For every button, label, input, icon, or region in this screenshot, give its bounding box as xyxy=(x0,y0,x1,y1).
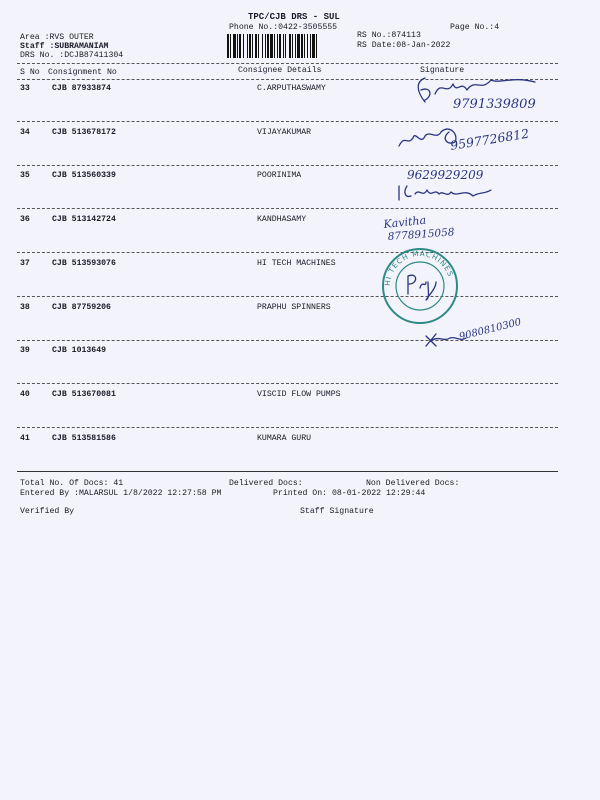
staff: Staff :SUBRAMANIAM xyxy=(20,42,109,51)
non-delivered-docs: Non Delivered Docs: xyxy=(366,479,460,488)
row-consignment-no: CJB 513593076 xyxy=(52,258,116,268)
row-consignment-no: CJB 87933874 xyxy=(52,84,111,93)
row-sno: 33 xyxy=(20,84,30,93)
row-consignee: C.ARPUTHASWAMY xyxy=(257,84,326,93)
entered-by: Entered By :MALARSUL 1/8/2022 12:27:58 PM xyxy=(20,489,222,498)
divider xyxy=(17,63,558,64)
row-sno: 35 xyxy=(20,171,30,181)
signature-35 xyxy=(395,164,565,204)
row-consignment-no: CJB 513581586 xyxy=(52,433,116,443)
row-divider xyxy=(17,296,558,297)
row-consignment-no: CJB 87759206 xyxy=(52,302,111,312)
col-signature: Signature xyxy=(420,66,465,75)
barcode-bar xyxy=(262,34,263,58)
barcode-bar xyxy=(255,34,257,58)
row-consignment-no: CJB 513560339 xyxy=(52,171,116,181)
barcode-bar xyxy=(227,34,229,58)
sig-36-name: Kavitha xyxy=(382,213,427,231)
barcode-bar xyxy=(316,34,317,58)
phone-36: 8778915058 xyxy=(387,226,455,243)
row-consignee: POORINIMA xyxy=(257,171,302,181)
drs-title: TPC/CJB DRS - SUL xyxy=(248,12,340,22)
phone-35: 9629929209 xyxy=(407,168,484,182)
row-divider xyxy=(17,427,558,428)
row-consignee: VISCID FLOW PUMPS xyxy=(257,389,341,399)
barcode-bar xyxy=(301,34,303,58)
svg-text:HI TECH MACHINES xyxy=(383,249,456,286)
printed-on: Printed On: 08-01-2022 12:29:44 xyxy=(273,489,426,498)
row-consignee: VIJAYAKUMAR xyxy=(257,127,312,137)
row-sno: 37 xyxy=(20,258,30,268)
row-sno: 40 xyxy=(20,389,30,399)
col-sno: S No xyxy=(20,68,40,77)
total-docs: Total No. Of Docs: 41 xyxy=(20,479,124,488)
footer-divider xyxy=(17,471,558,472)
staff-signature: Staff Signature xyxy=(300,507,374,516)
row-consignee: PRAPHU SPINNERS xyxy=(257,302,331,312)
page-number: Page No.:4 xyxy=(450,23,500,32)
col-consignee: Consignee Details xyxy=(238,66,322,75)
barcode-bar xyxy=(239,34,241,58)
barcode-bar xyxy=(307,34,308,58)
barcode-bar xyxy=(237,34,238,58)
barcode-bar xyxy=(279,34,281,58)
barcode-bar xyxy=(243,34,244,58)
delivered-docs: Delivered Docs: xyxy=(229,479,303,488)
barcode-bar xyxy=(289,34,291,58)
row-sno: 34 xyxy=(20,127,30,137)
drs-number: DRS No. :DCJB87411304 xyxy=(20,51,124,60)
barcode-bar xyxy=(249,34,251,58)
row-consignment-no: CJB 513678172 xyxy=(52,127,116,137)
row-consignment-no: CJB 1013649 xyxy=(52,346,107,356)
row-consignee: KUMARA GURU xyxy=(257,433,312,443)
barcode-bar xyxy=(258,34,259,58)
row-consignment-no: CJB 513670081 xyxy=(52,389,116,399)
barcode-bar xyxy=(292,34,293,58)
barcode-bar xyxy=(274,34,275,58)
barcode-bar xyxy=(310,34,311,58)
barcode-bar xyxy=(230,34,231,58)
area: Area :RVS OUTER xyxy=(20,33,94,42)
signature-38 xyxy=(420,306,570,352)
barcode-bar xyxy=(270,34,273,58)
barcode-bar xyxy=(285,34,286,58)
phone-34: 9597726812 xyxy=(449,125,531,153)
row-sno: 41 xyxy=(20,433,30,443)
barcode-bar xyxy=(312,34,315,58)
barcode-bar xyxy=(297,34,300,58)
signature-34 xyxy=(395,116,565,158)
phone-number: Phone No.:0422-3505555 xyxy=(229,23,338,32)
rs-number: RS No.:874113 xyxy=(357,31,421,40)
signature-36 xyxy=(380,210,530,246)
row-divider xyxy=(17,383,558,384)
barcode-bar xyxy=(247,34,248,58)
row-consignee: KANDHASAMY xyxy=(257,215,307,225)
phone-33: 9791339809 xyxy=(453,97,536,112)
row-sno: 39 xyxy=(20,346,30,356)
row-consignee: HI TECH MACHINES xyxy=(257,258,336,268)
barcode-bar xyxy=(252,34,253,58)
barcode-bar xyxy=(283,34,284,58)
row-consignment-no: CJB 513142724 xyxy=(52,215,116,225)
barcode xyxy=(227,34,355,58)
stamp-text: HI TECH MACHINES xyxy=(382,248,456,287)
phone-38: 9080810300 xyxy=(458,316,523,343)
barcode-bar xyxy=(265,34,266,58)
signature-33 xyxy=(395,70,565,114)
row-sno: 38 xyxy=(20,302,30,312)
barcode-bar xyxy=(304,34,305,58)
barcode-bar xyxy=(295,34,296,58)
row-sno: 36 xyxy=(20,215,30,225)
col-consignment: Consignment No xyxy=(48,68,117,77)
row-divider xyxy=(17,252,558,253)
rs-date: RS Date:08-Jan-2022 xyxy=(357,41,451,50)
barcode-bar xyxy=(267,34,269,58)
barcode-bar xyxy=(233,34,236,58)
verified-by: Verified By xyxy=(20,507,75,516)
barcode-bar xyxy=(277,34,278,58)
